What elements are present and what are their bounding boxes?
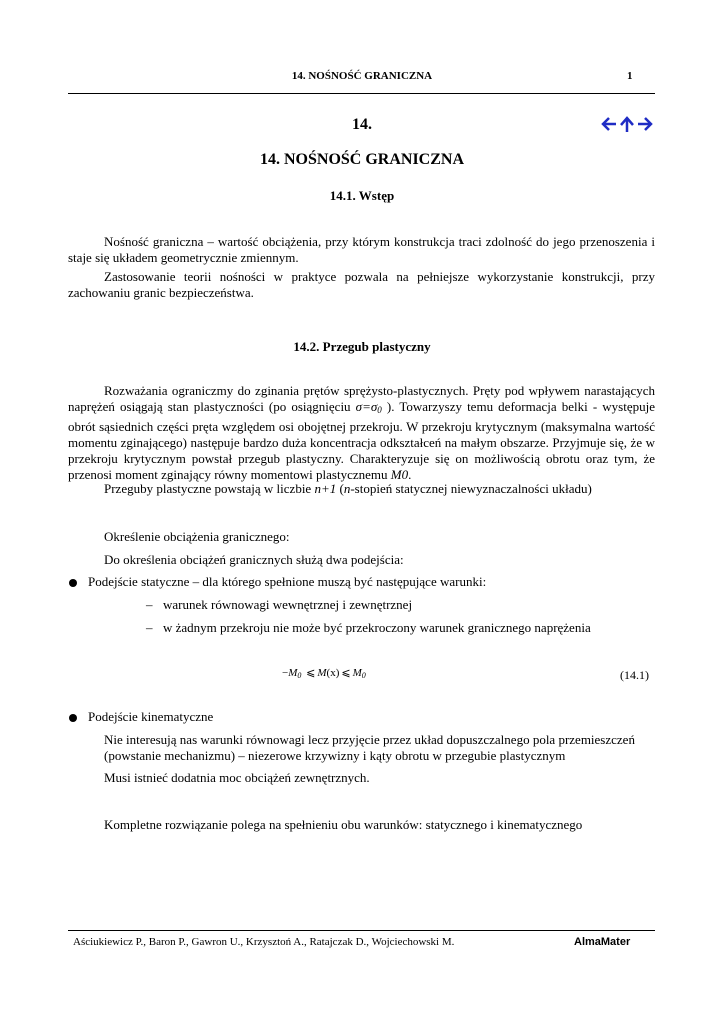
formula-14-1: $-M_0$ ⩽ M(x) ⩽ $M_0$ xyxy=(282,667,366,680)
limit-load-heading: Określenie obciążenia granicznego: xyxy=(104,529,290,544)
kinematic-description-line-2: (powstanie mechanizmu) – niezerowe krzywizny i kąty obrotu w przegubie plastycznym xyxy=(104,748,566,763)
hinge-count-paragraph: Przeguby plastyczne powstają w liczbie n+1 (n-stopień statycznej niewyznaczalności układu) xyxy=(104,481,592,496)
chapter-number: 14. xyxy=(352,116,372,133)
dash-marker: – xyxy=(146,620,153,635)
kinematic-approach-item: Podejście kinematyczne xyxy=(88,709,214,724)
footer-brand: AlmaMater xyxy=(574,936,631,948)
bullet-icon xyxy=(69,579,77,587)
arrow-right-icon[interactable] xyxy=(637,114,653,134)
page-number: 1 xyxy=(627,70,633,82)
static-approach-item: Podejście statyczne – dla którego spełnione muszą być następujące warunki: xyxy=(88,574,487,589)
section-title-intro: 14.1. Wstęp xyxy=(329,188,395,203)
equation-number: (14.1) xyxy=(620,668,649,682)
footer-rule xyxy=(68,930,655,931)
chapter-title: 14. NOŚNOŚĆ GRANICZNA xyxy=(259,151,465,168)
static-condition-1: warunek równowagi wewnętrznej i zewnętrznej xyxy=(163,597,413,612)
arrow-up-icon[interactable] xyxy=(619,114,635,134)
footer-authors: Aściukiewicz P., Baron P., Gawron U., Krzysztoń A., Ratajczak D., Wojciechowski M. xyxy=(73,936,455,948)
intro-paragraph-2: Zastosowanie teorii nośności w praktyce pozwala na pełniejsze wykorzystanie konstrukcji, przy zachowaniu granic bezpieczeństwa. xyxy=(68,269,655,301)
section-title-plastic-hinge: 14.2. Przegub plastyczny xyxy=(293,339,431,354)
running-header-title: 14. NOŚNOŚĆ GRANICZNA xyxy=(291,70,433,82)
header-rule xyxy=(68,93,655,94)
intro-paragraph-1: Nośność graniczna – wartość obciążenia, przy którym konstrukcja traci zdolność do jego przenoszenia i staje się układem geometrycznie zmiennym. xyxy=(68,234,655,266)
kinematic-power-condition: Musi istnieć dodatnia moc obciążeń zewnętrznych. xyxy=(104,770,370,785)
dash-marker: – xyxy=(146,597,153,612)
plastic-hinge-paragraph: Rozważania ograniczmy do zginania prętów sprężysto-plastycznych. Pręty pod wpływem narastających naprężeń osiągają stan plastyczności (po osiągnięciu σ=σ0 ). Towarzyszy temu deformacja belki - występuje obrót sąsiednich części pręta względem osi obojętnej przekroju. W przekroju krytycznym (maksymalna wartość momentu zginającego) następuje bardzo duża koncentracja odkształceń na małym obszarze. Przyjmuje się, że w przekroju krytycznym powstał przegub plastyczny. Charakteryzuje się on możliwością obrotu oraz tym, że przenosi moment zginający równy momentowi plastycznemu M0. xyxy=(68,383,655,483)
approaches-intro: Do określenia obciążeń granicznych służą dwa podejścia: xyxy=(104,552,404,567)
arrow-left-icon[interactable] xyxy=(601,114,617,134)
static-condition-2: w żadnym przekroju nie może być przekroczony warunek granicznego naprężenia xyxy=(163,620,591,635)
kinematic-description-line-1: Nie interesują nas warunki równowagi lecz przyjęcie przez układ dopuszczalnego pola przemieszczeń xyxy=(104,732,635,747)
navigation-arrows xyxy=(601,114,653,134)
complete-solution-note: Kompletne rozwiązanie polega na spełnieniu obu warunków: statycznego i kinematycznego xyxy=(104,817,583,832)
bullet-icon xyxy=(69,714,77,722)
